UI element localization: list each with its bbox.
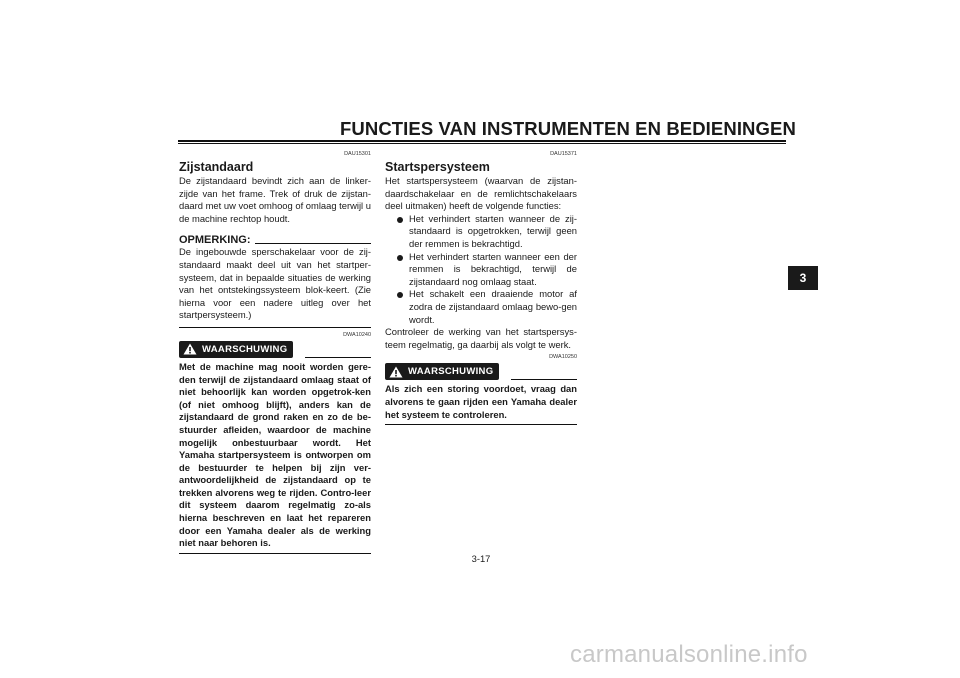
- page-number: 3-17: [471, 553, 491, 564]
- list-item-text: Het schakelt een draaiende motor af zodra de zijstandaard omlaag bewo-gen wordt.: [409, 288, 577, 325]
- note-bottom-rule: [179, 327, 371, 328]
- warning-badge: [385, 363, 499, 380]
- warning-rule: [305, 357, 371, 358]
- note-title: OPMERKING:: [179, 234, 251, 247]
- warning-rule: [511, 379, 577, 380]
- warning-badge: [179, 341, 293, 358]
- list-item-text: Het verhindert starten wanneer een der remmen is bekrachtigd, terwijl de zijstandaard nog omlaag staat.: [409, 250, 577, 287]
- warning-label: WAARSCHUWING: [202, 343, 288, 355]
- warning-bottom-rule: [385, 424, 577, 425]
- section-paragraph: De zijstandaard bevindt zich aan de linker-zijde van het frame. Trek of druk de zijstan-daard met uw voet omhoog of omlaag terwijl u de machine rechtop houdt.: [179, 175, 371, 224]
- list-item-text: Het verhindert starten wanneer de zij-standaard is opgetrokken, terwijl geen der remmen is bekrachtigd.: [409, 212, 577, 249]
- note-box: [179, 234, 371, 328]
- warning-header: [179, 341, 371, 358]
- section-intro: Het startspersysteem (waarvan de zijstan-daardschakelaar en de remlichtschakelaars deel uitmaken) heeft de volgende functies:: [385, 175, 577, 212]
- warning-code: DWA10250: [549, 354, 577, 361]
- right-column: [385, 150, 577, 425]
- section-code: DAU15371: [550, 151, 577, 157]
- warning-text: Als zich een storing voordoet, vraag dan alvorens te gaan rijden een Yamaha dealer het systeem te controleren.: [385, 383, 577, 420]
- list-item: [385, 251, 577, 289]
- bullet-icon: [397, 255, 403, 261]
- section-heading-startspersysteem: Startspersysteem: [385, 160, 490, 174]
- bullet-icon: [397, 217, 403, 223]
- left-column: [179, 150, 371, 554]
- warning-triangle-icon: [389, 366, 403, 378]
- warning-label: WAARSCHUWING: [408, 366, 494, 378]
- section-after-text: Controleer de werking van het startspersys-teem regelmatig, ga daarbij als volgt te werk.: [385, 326, 577, 350]
- watermark: carmanualsonline.info: [570, 641, 808, 668]
- warning-bottom-rule: [179, 553, 371, 554]
- list-item: [385, 213, 577, 251]
- header-title: FUNCTIES VAN INSTRUMENTEN EN BEDIENINGEN: [340, 118, 796, 139]
- warning-code: DWA10240: [343, 331, 371, 338]
- list-item: [385, 288, 577, 326]
- header-rule: [178, 140, 786, 144]
- note-text: De ingebouwde sperschakelaar voor de zij-standaard maakt deel uit van het startper-systeem, dat in bepaalde situaties de werking van het ontstekingssysteem blok-keert. (Zie hierna voor een nadere uitleg over het startpersysteem.): [179, 246, 371, 321]
- chapter-tab[interactable]: 3: [788, 266, 818, 290]
- function-list: [385, 213, 577, 326]
- warning-header: [385, 363, 577, 380]
- warning-text: Met de machine mag nooit worden gere-den terwijl de zijstandaard omlaag staat of niet behoorlijk kan worden opgetrok-ken (of niet omhoog blijft), anders kan de zijstandaard de grond raken en zo de be-stuurder afleiden, waardoor de machine mogelijk onbestuurbaar wordt. Het Yamaha startpersysteem is ontworpen om de bestuurder te helpen bij zijn ver-antwoordelijkheid de zijstandaard op te trekken alvorens weg te rijden. Contro-leer dit systeem daarom regelmatig zo-als hierna beschreven en laat het repareren door een Yamaha dealer als de werking niet naar behoren is.: [179, 360, 371, 549]
- section-code: DAU15301: [344, 151, 371, 157]
- warning-triangle-icon: [183, 343, 197, 355]
- bullet-icon: [397, 292, 403, 298]
- note-rule: [255, 243, 372, 244]
- section-heading-zijstandaard: Zijstandaard: [179, 160, 254, 174]
